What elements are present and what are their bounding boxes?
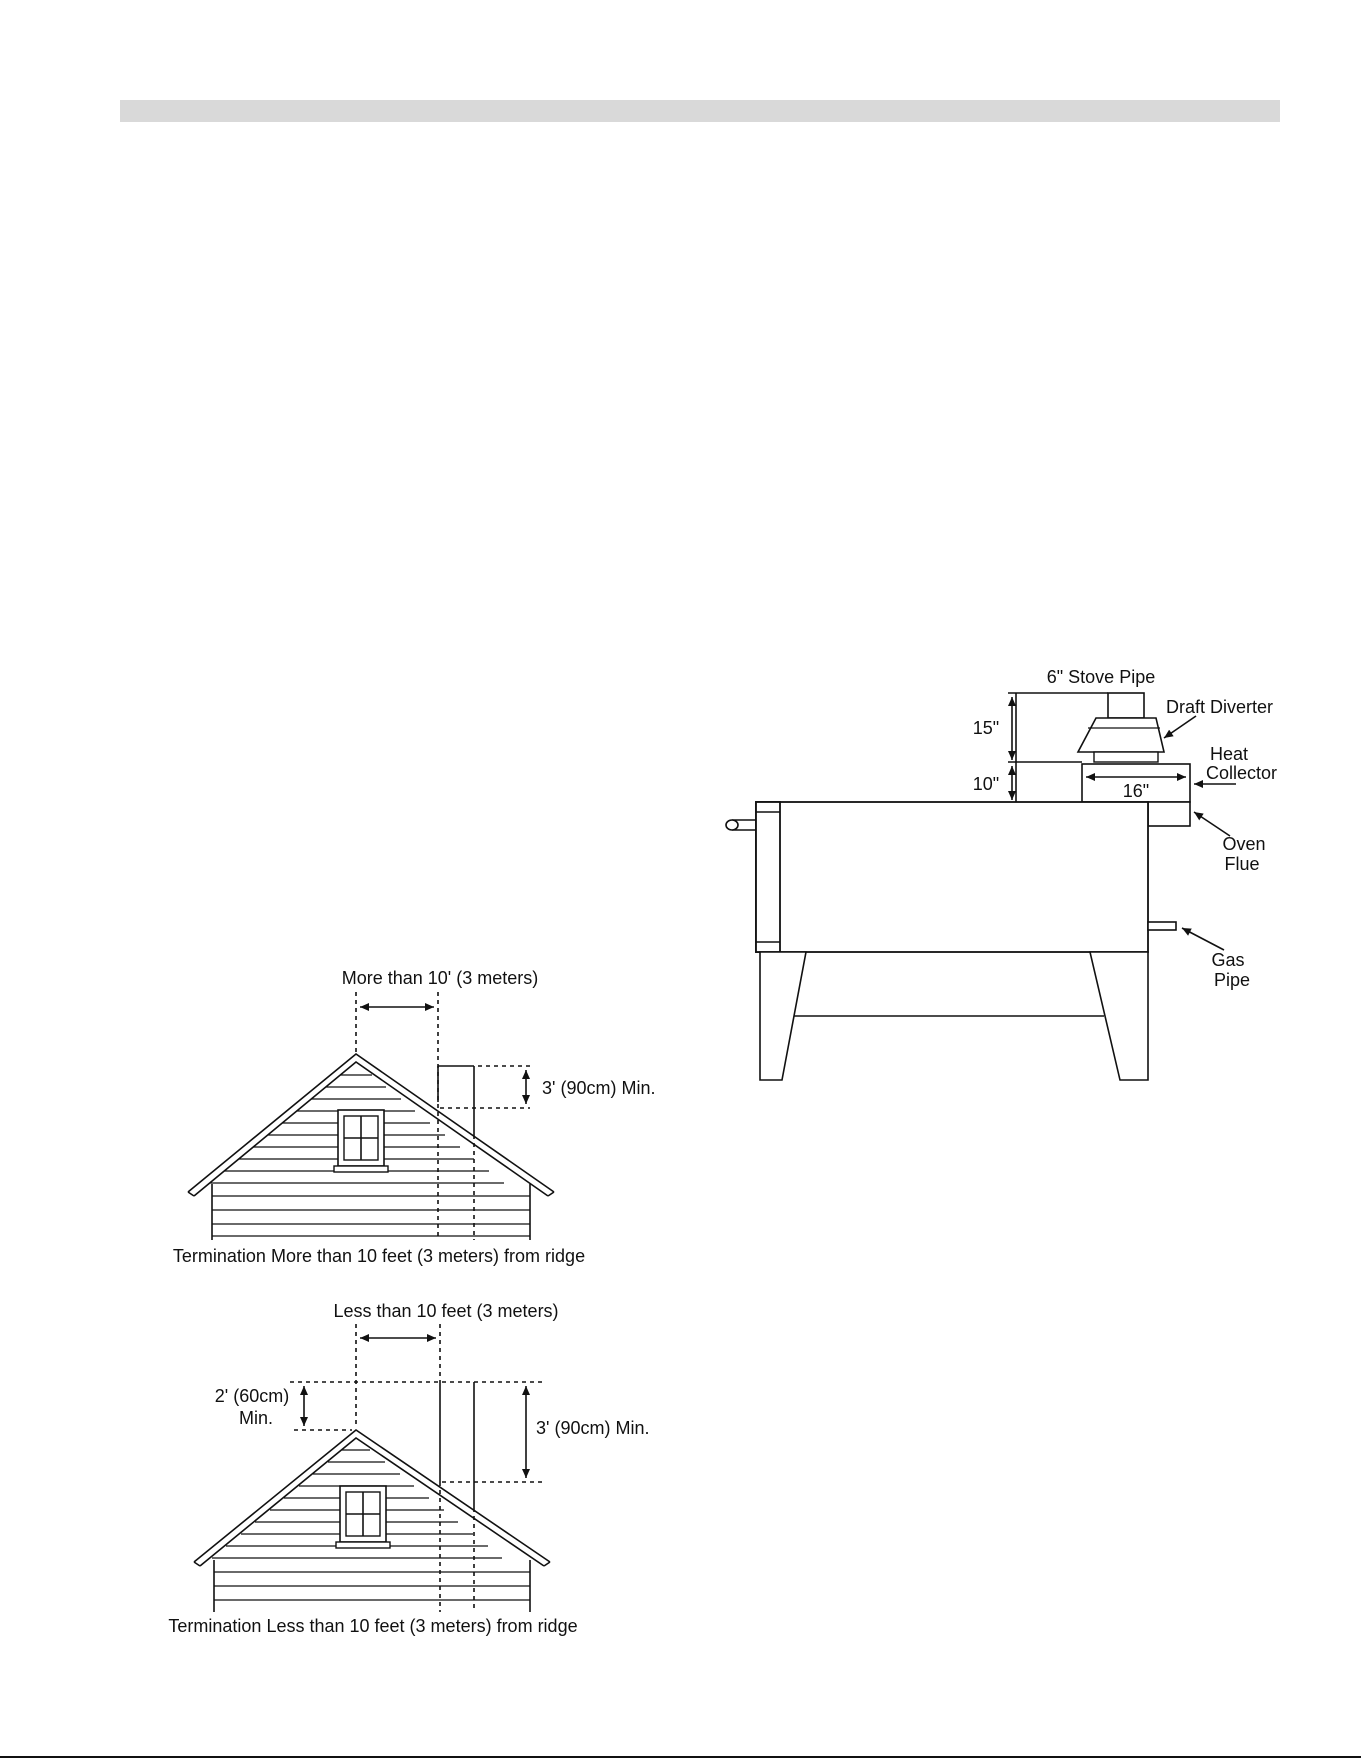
min-2ft-label-line2: Min. (238, 1408, 274, 1428)
window-1 (334, 1110, 388, 1172)
less-than-10ft-label: Less than 10 feet (3 meters) (333, 1301, 559, 1321)
dim-16-label: 16" (1122, 781, 1150, 801)
window-2 (336, 1486, 390, 1548)
dim-15-label: 15" (972, 718, 1000, 738)
min-height-label-2: 3' (90cm) Min. (536, 1418, 650, 1438)
heat-collector-label-line1: Heat (1210, 744, 1249, 764)
oven-flue-label-line2: Flue (1224, 854, 1260, 874)
oven-body (756, 802, 1148, 952)
oven-stand (760, 952, 1148, 1080)
house-diagram-less-than-10ft (168, 1301, 649, 1636)
oven-flue (1148, 802, 1190, 826)
dim-10-label: 10" (972, 774, 1000, 794)
oven-flue-label-line1: Oven (1222, 834, 1266, 854)
caption-more-than-10ft: Termination More than 10 feet (3 meters) from ridge (172, 1246, 586, 1266)
chimney-2 (440, 1382, 474, 1612)
draft-diverter-label: Draft Diverter (1166, 697, 1274, 717)
heat-collector-label-line2: Collector (1206, 763, 1278, 783)
chimney-1 (438, 1066, 474, 1240)
page-bottom-rule (0, 1756, 1361, 1758)
oven-diagram (726, 667, 1277, 1080)
stove-pipe (1108, 693, 1144, 718)
house-diagram-more-than-10ft (173, 968, 656, 1266)
gas-pipe-label-line2: Pipe (1213, 970, 1251, 990)
stove-pipe-label: 6" Stove Pipe (1046, 667, 1156, 687)
min-2ft-label-line1: 2' (60cm) (214, 1386, 290, 1406)
draft-diverter (1078, 718, 1164, 752)
oven-door (756, 802, 780, 952)
more-than-10ft-label: More than 10' (3 meters) (341, 968, 539, 988)
oven-handle (726, 820, 756, 830)
min-height-label-1: 3' (90cm) Min. (542, 1078, 656, 1098)
gas-pipe-label-line1: Gas (1211, 950, 1245, 970)
caption-less-than-10ft: Termination Less than 10 feet (3 meters) from ridge (168, 1616, 578, 1636)
gas-pipe (1148, 922, 1176, 930)
